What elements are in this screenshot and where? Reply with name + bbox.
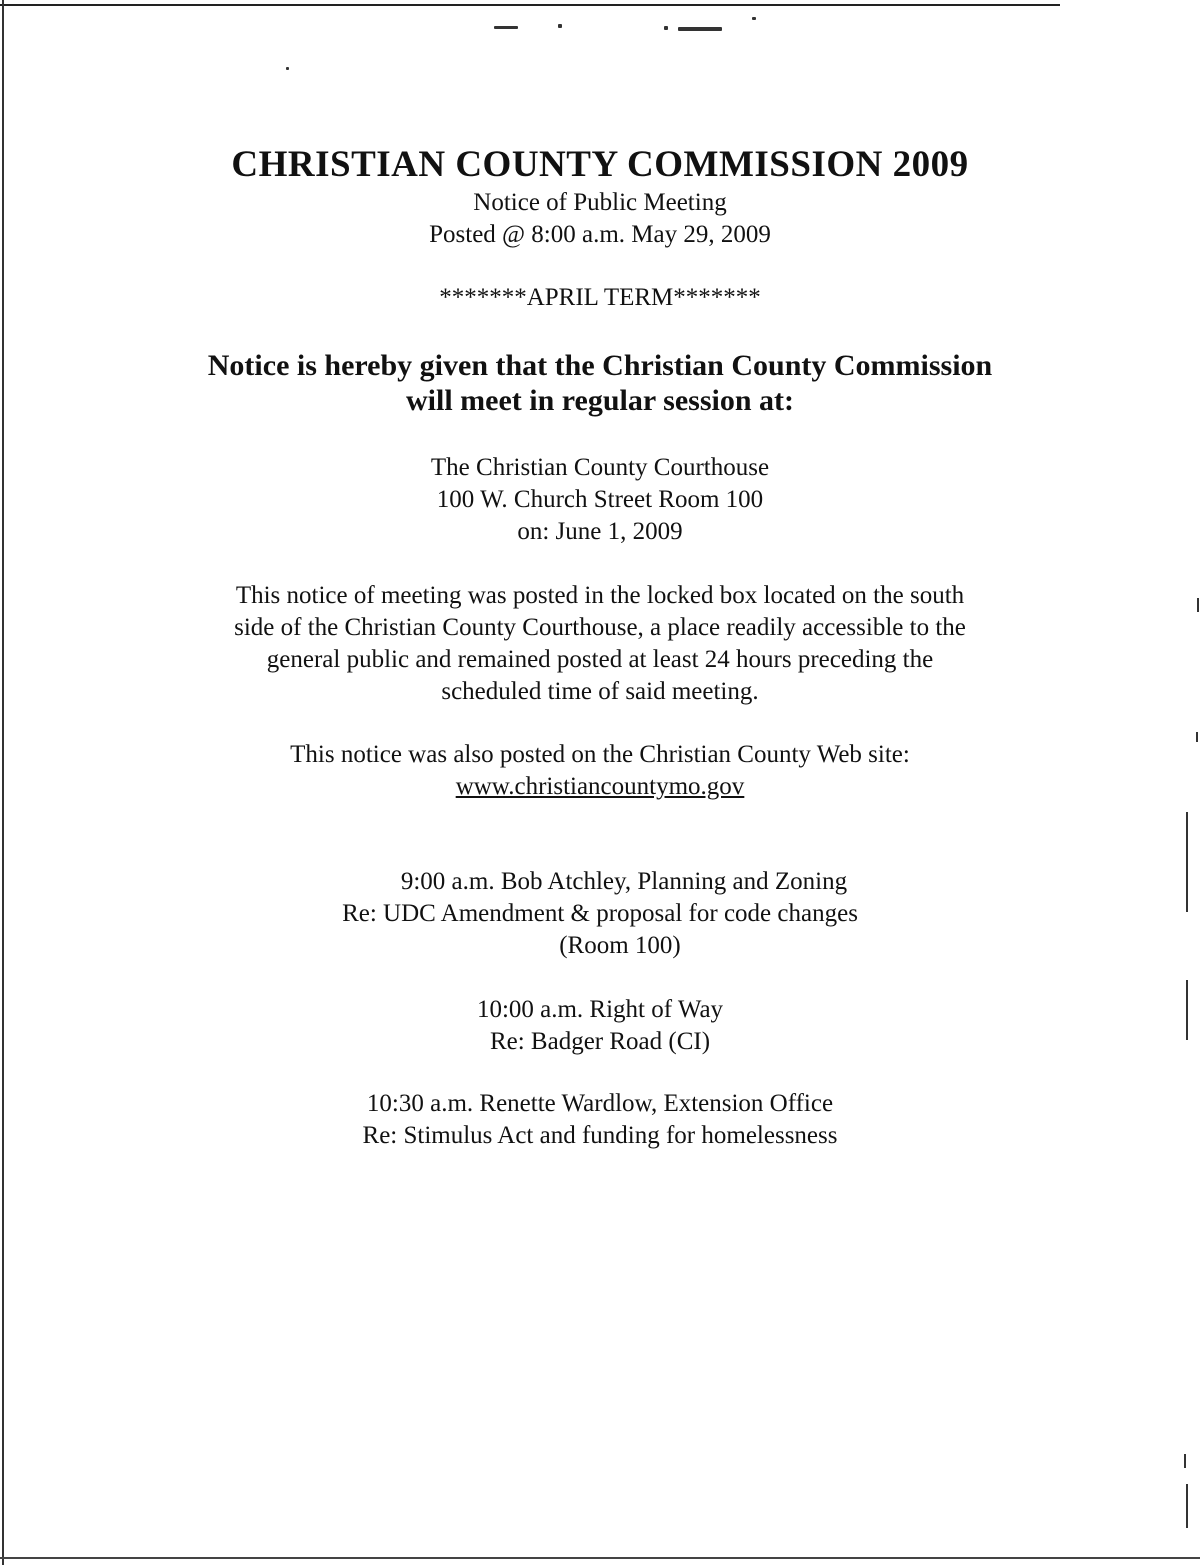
notice-subtitle: Notice of Public Meeting <box>473 189 727 216</box>
scan-border-top <box>0 4 1060 6</box>
posted-line: Posted @ 8:00 a.m. May 29, 2009 <box>429 221 771 248</box>
agenda-item-1-re: Re: UDC Amendment & proposal for code changes <box>342 900 858 927</box>
agenda-item-3-re: Re: Stimulus Act and funding for homelessness <box>362 1122 838 1149</box>
scan-speck <box>494 26 518 29</box>
agenda-item-2-time: 10:00 a.m. Right of Way <box>476 996 724 1023</box>
website-link[interactable]: www.christiancountymo.gov <box>455 773 745 800</box>
notice-heading-line-1: Notice is hereby given that the Christian County Commission <box>207 349 993 382</box>
posting-statement-line-4: scheduled time of said meeting. <box>441 678 759 705</box>
agenda-item-2-re: Re: Badger Road (CI) <box>489 1028 711 1055</box>
scan-mark <box>1184 1454 1186 1468</box>
location-place: The Christian County Courthouse <box>430 454 770 481</box>
agenda-item-3-time: 10:30 a.m. Renette Wardlow, Extension Office <box>366 1090 834 1117</box>
meeting-date: on: June 1, 2009 <box>517 518 683 545</box>
term-line: *******APRIL TERM******* <box>439 284 761 311</box>
web-link-row <box>0 771 1200 802</box>
scan-speck <box>286 67 289 70</box>
posting-statement-line-3: general public and remained posted at least 24 hours preceding the <box>266 646 934 673</box>
posting-statement-line-1: This notice of meeting was posted in the locked box located on the south <box>235 582 965 609</box>
location-address: 100 W. Church Street Room 100 <box>436 486 764 513</box>
scan-border-bottom <box>0 1557 1200 1559</box>
agenda-item-1-room: (Room 100) <box>559 932 681 959</box>
scan-speck <box>558 24 562 28</box>
scan-mark <box>1186 812 1188 912</box>
page-title: CHRISTIAN COUNTY COMMISSION 2009 <box>231 144 969 185</box>
scan-speck <box>752 17 756 20</box>
scan-speck <box>664 26 668 30</box>
notice-heading-line-2: will meet in regular session at: <box>405 384 795 417</box>
agenda-item-1-time: 9:00 a.m. Bob Atchley, Planning and Zoning <box>400 868 848 895</box>
posting-statement-line-2: side of the Christian County Courthouse, a place readily accessible to the <box>234 614 966 641</box>
scan-speck <box>678 27 722 31</box>
scan-mark <box>1186 1484 1188 1528</box>
web-statement: This notice was also posted on the Christian County Web site: <box>290 741 910 768</box>
